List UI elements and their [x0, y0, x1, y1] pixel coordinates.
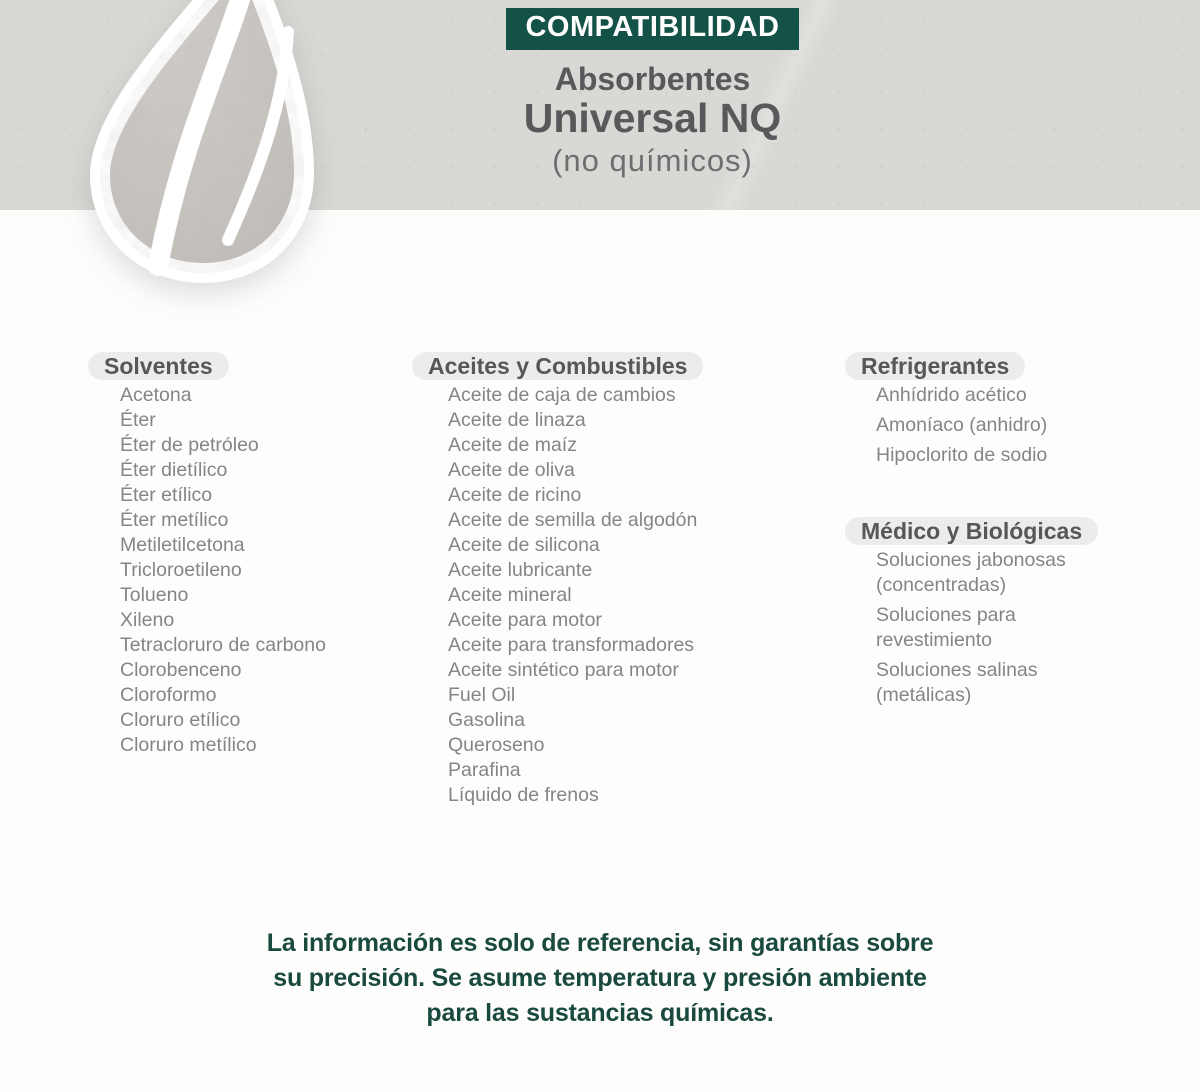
category-pill-aceites: Aceites y Combustibles — [412, 352, 703, 380]
list-item: Soluciones jabonosas (concentradas) — [876, 549, 1066, 596]
list-item: Aceite mineral — [448, 584, 572, 606]
group-aceites — [412, 352, 752, 808]
product-qualifier: (no químicos) — [552, 143, 753, 178]
list-item: Anhídrido acético — [876, 384, 1027, 406]
list-item: Éter etílico — [120, 484, 213, 506]
list-item: Aceite de maíz — [448, 434, 577, 456]
list-item: Clorobenceno — [120, 659, 242, 681]
list-item: Éter — [120, 409, 156, 431]
group-solventes — [88, 352, 398, 758]
list-item: Queroseno — [448, 734, 545, 756]
medico-list — [876, 548, 1111, 708]
list-item: Aceite de ricino — [448, 484, 582, 506]
group-medico-biologicas — [845, 517, 1105, 708]
list-item: Aceite de oliva — [448, 459, 575, 481]
disclaimer-line: su precisión. Se asume temperatura y presión ambiente — [273, 964, 927, 992]
product-name-title: Universal NQ — [523, 95, 782, 141]
disclaimer-line: La información es solo de referencia, sin garantías sobre — [266, 929, 934, 957]
column-solventes — [88, 352, 398, 758]
list-item: Cloruro etílico — [120, 709, 241, 731]
list-item: Parafina — [448, 759, 521, 781]
column-refrigerantes-medico — [845, 352, 1105, 713]
list-item: Aceite lubricante — [448, 559, 593, 581]
list-item: Acetona — [120, 384, 192, 406]
solventes-list — [120, 383, 398, 758]
list-item: Gasolina — [448, 709, 525, 731]
header — [105, 0, 1200, 176]
list-item: Soluciones salinas (metálicas) — [876, 659, 1038, 706]
list-item: Éter dietílico — [120, 459, 228, 481]
list-item: Aceite de silicona — [448, 534, 600, 556]
list-item: Tolueno — [120, 584, 189, 606]
category-pill-medico: Médico y Biológicas — [845, 517, 1098, 545]
list-item: Aceite de linaza — [448, 409, 586, 431]
list-item: Fuel Oil — [448, 684, 516, 706]
aceites-list — [448, 383, 752, 808]
group-refrigerantes — [845, 352, 1105, 468]
list-item: Aceite para transformadores — [448, 634, 695, 656]
list-item: Cloroformo — [120, 684, 217, 706]
category-pill-refrigerantes: Refrigerantes — [845, 352, 1025, 380]
list-item: Aceite sintético para motor — [448, 659, 679, 681]
list-item: Líquido de frenos — [448, 784, 599, 806]
list-item: Tetracloruro de carbono — [120, 634, 326, 656]
product-line-title: Absorbentes — [554, 61, 751, 97]
list-item: Cloruro metílico — [120, 734, 257, 756]
list-item: Tricloroetileno — [120, 559, 242, 581]
list-item: Hipoclorito de sodio — [876, 444, 1048, 466]
category-pill-solventes: Solventes — [88, 352, 229, 380]
list-item: Soluciones para revestimiento — [876, 604, 1016, 651]
compatibility-badge: COMPATIBILIDAD — [506, 8, 798, 50]
list-item: Amoníaco (anhidro) — [876, 414, 1048, 436]
list-item: Metiletilcetona — [120, 534, 245, 556]
list-item: Éter de petróleo — [120, 434, 259, 456]
disclaimer — [0, 926, 1200, 1031]
list-item: Aceite para motor — [448, 609, 602, 631]
disclaimer-line: para las sustancias químicas. — [426, 999, 774, 1027]
list-item: Éter metílico — [120, 509, 229, 531]
refrigerantes-list — [876, 383, 1111, 468]
list-item: Aceite de semilla de algodón — [448, 509, 698, 531]
column-aceites-y-combustibles — [412, 352, 752, 808]
list-item: Xileno — [120, 609, 175, 631]
list-item: Aceite de caja de cambios — [448, 384, 676, 406]
